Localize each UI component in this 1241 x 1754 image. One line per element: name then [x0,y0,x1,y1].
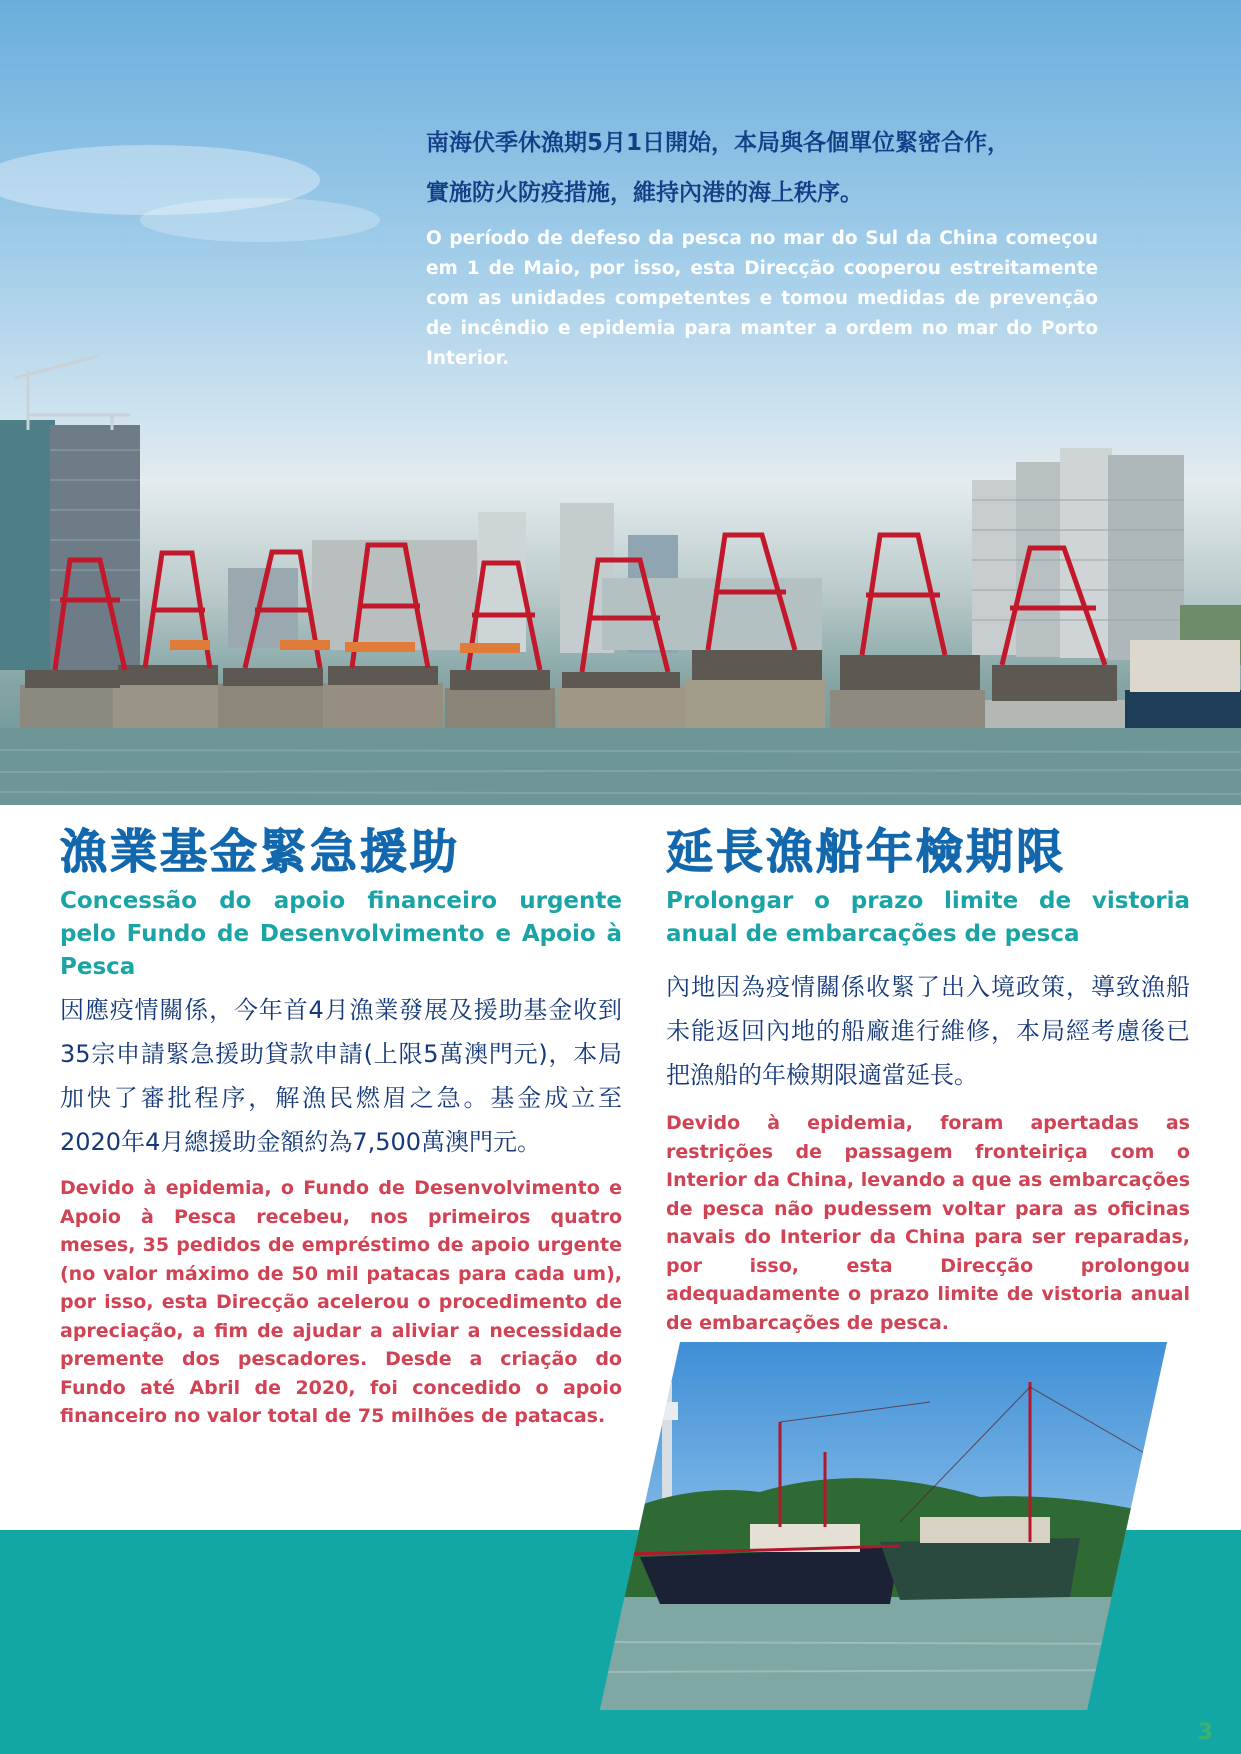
fund-support-body-pt: Devido à epidemia, o Fundo de Desenvolvimento e Apoio à Pesca recebeu, nos primeiros quatro meses, 35 pedidos de empréstimo de apoio urgente (no valor máximo de 50 mil patacas para cada um), por isso, esta Direcção acelerou o procedimento de apreciação, a fim de ajudar a aliviar a necessidade premente dos pescadores. Desde a criação do Fundo até Abril de 2020, foi concedido o apoio financeiro no valor total de 75 milhões de patacas. [60,1177,622,1427]
hero-text-pt: O período de defeso da pesca no mar do Sul da China começou em 1 de Maio, por isso, esta Direcção cooperou estreitamente com as unidades competentes e tomou medidas de prevenção de incêndio e epidemia para manter a ordem no mar do Porto Interior. [426,228,1098,369]
inspection-heading-zh: 延長漁船年檢期限 [666,825,1066,880]
hero-title-line1: 南海伏季休漁期5月1日開始，本局與各個單位緊密合作， [426,130,1011,156]
inspection-heading-pt: Prolongar o prazo limite de vistoria anual de embarcações de pesca [666,888,1190,947]
inspection-extension-section [666,825,1190,1337]
fund-support-heading-pt: Concessão do apoio financeiro urgente pelo Fundo de Desenvolvimento e Apoio à Pesca [60,888,622,980]
inspection-body-zh: 內地因為疫情關係收緊了出入境政策，導致漁船未能返回內地的船廠進行維修，本局經考慮後已把漁船的年檢期限適當延長。 [666,973,1190,1089]
page-number: 3 [1197,1720,1213,1745]
fund-support-heading-zh: 漁業基金緊急援助 [60,825,460,880]
hero-caption [426,118,1098,374]
fund-support-body-zh: 因應疫情關係，今年首4月漁業發展及援助基金收到35宗申請緊急援助貸款申請(上限5萬澳門元)，本局加快了審批程序，解漁民燃眉之急。基金成立至2020年4月總援助金額約為7,500萬澳門元。 [60,996,622,1156]
inspection-body-pt: Devido à epidemia, foram apertadas as restrições de passagem fronteiriça com o Interior da China, levando a que as embarcações de pesca não pudessem voltar para as oficinas navais do Interior da China para ser reparadas, por isso, esta Direcção prolongou adequadamente o prazo limite de vistoria anual de embarcações de pesca. [666,1112,1190,1334]
fishing-boats-photo [600,1342,1170,1712]
hero-title-line2: 實施防火防疫措施，維持內港的海上秩序。 [426,180,863,206]
fund-support-section [60,825,622,1431]
hero-harbour-photo [0,0,1241,805]
